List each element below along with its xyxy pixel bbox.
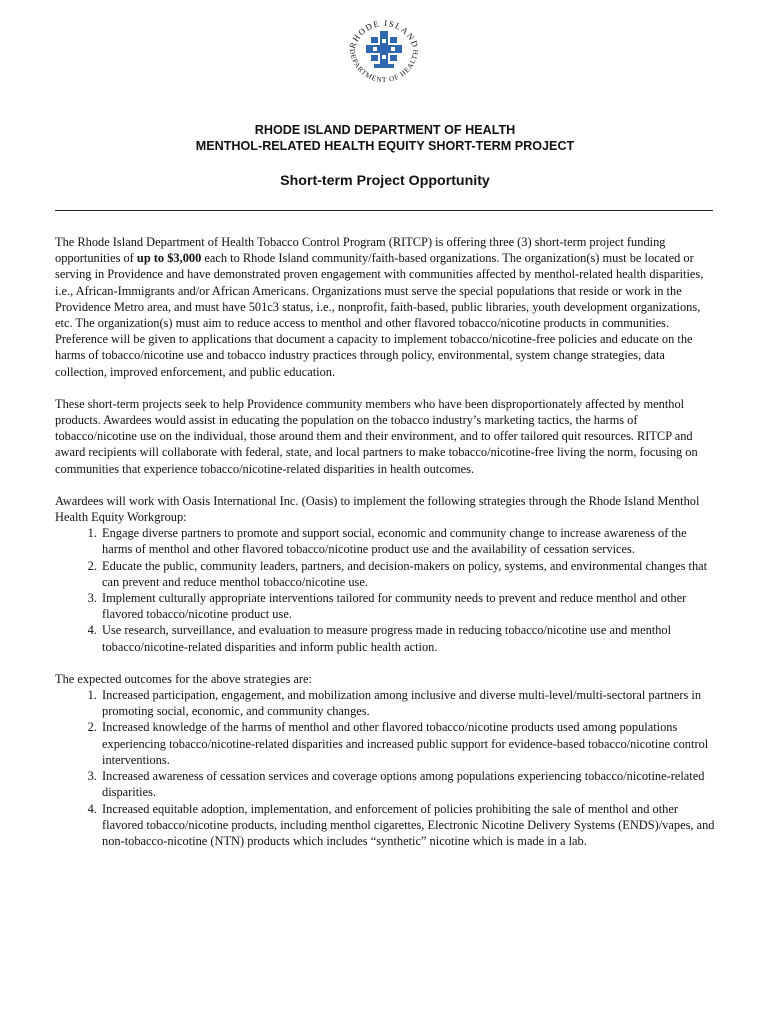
list-item: 2. Educate the public, community leaders, partners, and decision-makers on policy, systems, and environmental changes that can prevent and reduce menthol tobacco/nicotine use. (100, 558, 715, 590)
list-item: 3. Implement culturally appropriate interventions tailored for community needs to prevent and reduce menthol and other flavored tobacco/nicotine product use. (100, 590, 715, 622)
rhode-island-health-seal (340, 8, 428, 96)
document-body (55, 234, 715, 865)
purpose-paragraph: These short-term projects seek to help Providence community members who have been disproportionately affected by menthol products. Awardees would assist in educating the population on the tobacco industry’s marketing tactics, the harms of tobacco/nicotine use on the individual, those around them and their environment, and to offer tailored quit resources. RITCP and award recipients will collaborate with federal, state, and local partners to make tobacco/nicotine-free living the norm, focusing on communities that experience tobacco/nicotine-related disparities in health outcomes. (55, 396, 698, 476)
intro-paragraph: The Rhode Island Department of Health Tobacco Control Program (RITCP) is offering three (3) short-term project funding opportunities of up to $3,000 each to Rhode Island community/faith-based organizations. The organization(s) must be located or serving in Providence and have demonstrated proven engagement with communities affected by menthol-related health disparities, i.e., African-Immigrants and/or African Americans. Organizations must serve the special populations that reside or work in the Providence Metro area, and must have 501c3 status, i.e., nonprofit, faith-based, public libraries, youth development organizations, etc. The organization(s) must aim to reduce access to menthol and other flavored tobacco/nicotine products in communities. Preference will be given to applications that document a capacity to implement tobacco/nicotine-free policies and educate on the harms of tobacco/nicotine use and tobacco industry practices through policy, environmental, system change strategies, data collection, improved enforcement, and public education. (55, 235, 704, 379)
project-heading: MENTHOL-RELATED HEALTH EQUITY SHORT-TERM PROJECT (195, 139, 575, 153)
strategies-intro: Awardees will work with Oasis International Inc. (Oasis) to implement the following strategies through the Rhode Island Menthol Health Equity Workgroup: (55, 493, 700, 525)
strategies-list (55, 525, 715, 655)
funding-amount: up to $3,000 (136, 251, 202, 266)
list-item: 4. Use research, surveillance, and evaluation to measure progress made in reducing tobacco/nicotine use and menthol tobacco/nicotine-related disparities and inform public health action. (100, 622, 715, 654)
outcomes-list (55, 687, 715, 849)
list-item: 2. Increased knowledge of the harms of menthol and other flavored tobacco/nicotine products used among populations experiencing tobacco/nicotine-related disparities and increased public support for evidence-based tobacco/nicotine control interventions. (100, 719, 715, 768)
list-item: 4. Increased equitable adoption, implementation, and enforcement of policies prohibiting the sale of menthol and other flavored tobacco/nicotine products, including menthol cigarettes, Electronic Nicotine Delivery Systems (ENDS)/vapes, and non-tobacco-nicotine (NTN) products which includes “synthetic” nicotine which is made in a lab. (100, 801, 715, 850)
list-item: 1. Increased participation, engagement, and mobilization among inclusive and diverse multi-level/multi-sectoral partners in promoting social, economic, and community changes. (100, 687, 715, 719)
horizontal-rule (55, 210, 713, 211)
list-item: 1. Engage diverse partners to promote and support social, economic and community change to increase awareness of the harms of menthol and other flavored tobacco/nicotine product use and the availability of cessation services. (100, 525, 715, 557)
document-subtitle: Short-term Project Opportunity (280, 173, 490, 189)
outcomes-intro: The expected outcomes for the above strategies are: (55, 671, 312, 686)
svg-text:RHODE ISLAND: RHODE ISLAND (347, 17, 421, 50)
svg-text:DEPARTMENT OF HEALTH: DEPARTMENT OF HEALTH (347, 48, 421, 85)
list-item: 3. Increased awareness of cessation services and coverage options among populations experiencing tobacco/nicotine-related disparities. (100, 768, 715, 800)
department-heading: RHODE ISLAND DEPARTMENT OF HEALTH (254, 123, 516, 137)
